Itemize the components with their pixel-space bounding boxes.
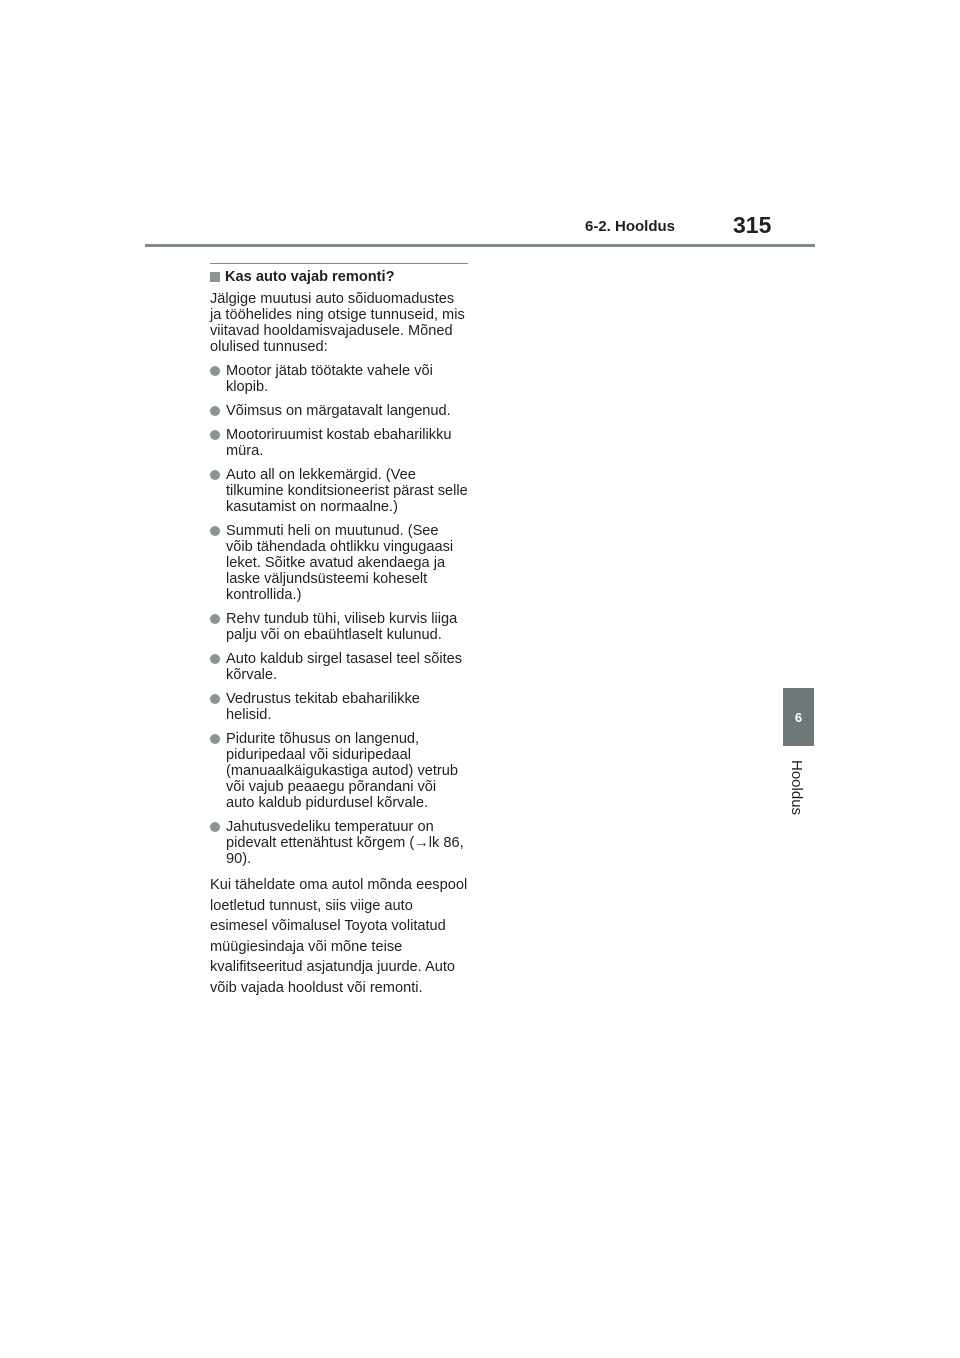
list-item-text: Auto all on lekkemärgid. (Vee tilkumine konditsioneerist pärast selle kasutamist on normaalne.): [226, 467, 468, 515]
section-title: [210, 269, 468, 285]
circle-bullet-icon: [210, 614, 220, 624]
circle-bullet-icon: [210, 430, 220, 440]
list-item: [210, 819, 468, 867]
list-item: [210, 691, 468, 723]
list-item: [210, 403, 468, 419]
list-item-text: Võimsus on märgatavalt langenud.: [226, 403, 451, 419]
intro-paragraph: Jälgige muutusi auto sõiduomadustes ja tööhelides ning otsige tunnuseid, mis viitavad hooldamisvajadusele. Mõned olulised tunnused:: [210, 291, 465, 355]
section-title-text: Kas auto vajab remonti?: [225, 269, 395, 285]
list-item-text: Vedrustus tekitab ebaharilikke helisid.: [226, 691, 420, 723]
list-item-text: Summuti heli on muutunud. (See võib tähendada ohtlikku vingugaasi leket. Sõitke avatud akendaega ja laske väljundsüsteemi koheselt kontrollida.): [226, 523, 454, 603]
circle-bullet-icon: [210, 406, 220, 416]
circle-bullet-icon: [210, 470, 220, 480]
circle-bullet-icon: [210, 526, 220, 536]
list-item-text: Pidurite tõhusus on langenud, piduripedaal või siduripedaal (manuaalkäigukastiga autod) vetrub või vajub peaaegu põrandani või auto kaldub pidurdusel kõrvale.: [226, 731, 459, 811]
square-bullet-icon: [210, 272, 220, 282]
list-item-text: Rehv tundub tühi, viliseb kurvis liiga palju või on ebaühtlaselt kulunud.: [226, 611, 458, 643]
list-item: [210, 731, 468, 811]
list-item: [210, 427, 468, 459]
list-item: [210, 651, 468, 683]
circle-bullet-icon: [210, 366, 220, 376]
main-content: [210, 263, 468, 998]
list-item-text: Mootor jätab töötakte vahele või klopib.: [226, 363, 433, 395]
list-item-text: Auto kaldub sirgel tasasel teel sõites kõrvale.: [226, 651, 463, 683]
section-rule: [210, 263, 468, 264]
list-item-text: Mootoriruumist kostab ebaharilikku müra.: [226, 427, 452, 459]
page-number: 315: [733, 212, 772, 238]
circle-bullet-icon: [210, 734, 220, 744]
symptom-list: [210, 363, 468, 867]
circle-bullet-icon: [210, 654, 220, 664]
list-item-text: Jahutusvedeliku temperatuur on pidevalt ettenähtust kõrgem (→lk 86, 90).: [226, 819, 464, 867]
list-item: [210, 467, 468, 515]
chapter-tab: [783, 688, 814, 746]
list-item: [210, 611, 468, 643]
list-item: [210, 363, 468, 395]
circle-bullet-icon: [210, 694, 220, 704]
circle-bullet-icon: [210, 822, 220, 832]
header-rule: [145, 244, 815, 247]
list-item: [210, 523, 468, 603]
closing-paragraph: Kui täheldate oma autol mõnda eespool loetletud tunnust, siis viige auto esimesel võimalusel Toyota volitatud müügiesindaja või mõne teise kvalifitseeritud asjatundja juurde. Auto võib vajada hooldust või remonti.: [210, 877, 468, 996]
chapter-number: 6: [794, 709, 803, 725]
chapter-label: Hooldus: [788, 760, 805, 816]
header-section-title: 6-2. Hooldus: [585, 218, 676, 235]
